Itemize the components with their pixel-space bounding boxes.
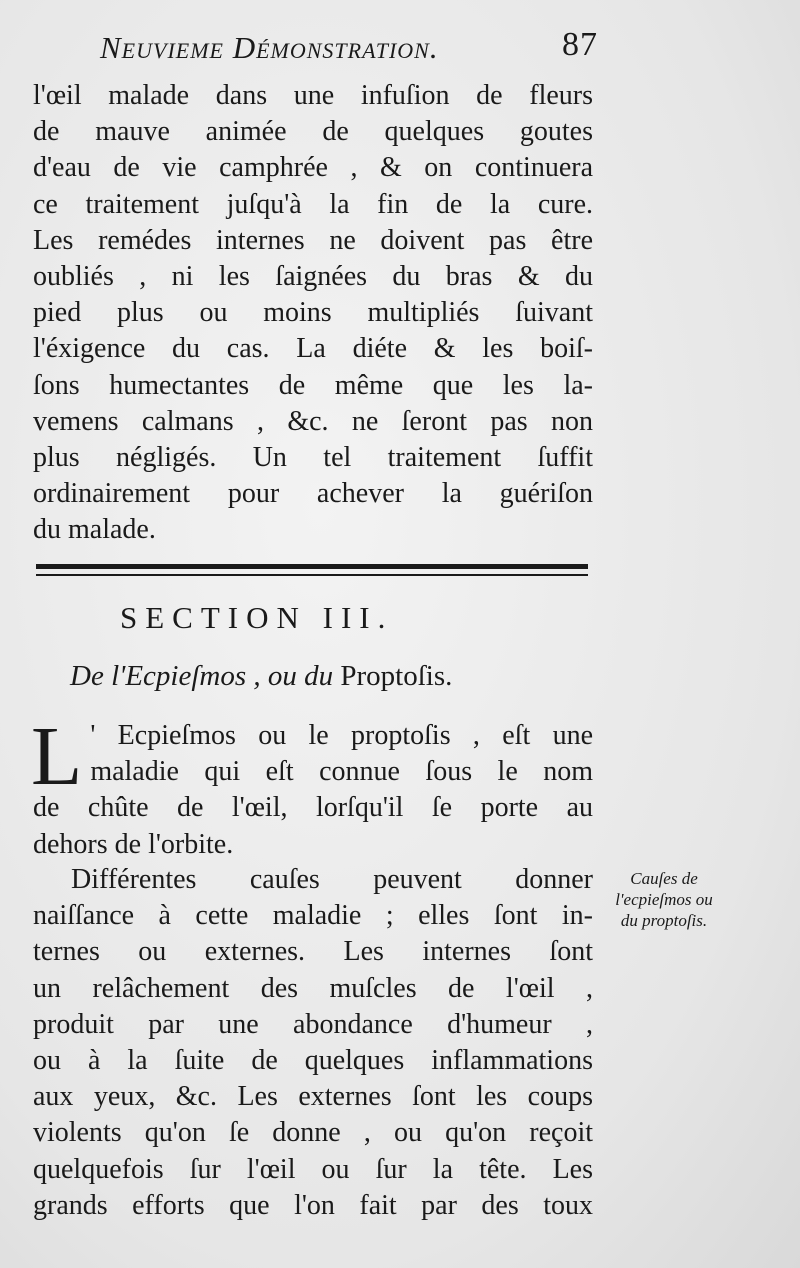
subtitle-part: Proptoſis. [340, 660, 453, 692]
running-header [100, 26, 600, 66]
text-line: ternes ou externes. Les internes ſont [33, 936, 593, 968]
running-title: Neuvieme Démonstration. [100, 30, 439, 65]
text-line: l'œil malade dans une infuſion de fleurs [33, 80, 593, 111]
paragraph-definition [31, 710, 593, 863]
page-number: 87 [562, 26, 598, 63]
text-line: naiſſance à cette maladie ; elles ſont in- [33, 900, 593, 932]
text-line: de chûte de l'œil, lorſqu'il ſe porte au [33, 792, 593, 824]
text-line: produit par une abondance d'humeur , [33, 1008, 593, 1040]
text-line: du malade. [33, 514, 156, 546]
text-line: quelquefois ſur l'œil ou ſur la tête. Les [33, 1153, 593, 1185]
text-line: ou à la ſuite de quelques inflammations [33, 1045, 593, 1077]
text-line: de mauve animée de quelques goutes [33, 116, 593, 148]
margin-note-line: l'ecpieſmos ou [615, 890, 713, 909]
text-line: grands efforts que l'on fait par des toux [33, 1189, 593, 1221]
text-line: plus négligés. Un tel traitement ſuffit [33, 442, 593, 474]
text-line: vemens calmans , &c. ne ſeront pas non [33, 405, 593, 437]
text-line: violents qu'on ſe donne , ou qu'on reçoit [33, 1117, 593, 1149]
text-line: aux yeux, &c. Les externes ſont les coups [33, 1081, 593, 1113]
text-line: ' Ecpieſmos ou le proptoſis , eſt une [90, 720, 593, 751]
text-line: oubliés , ni les ſaignées du bras & du [33, 261, 593, 293]
text-line: ſons humectantes de même que les la- [33, 369, 593, 401]
section-subtitle [70, 660, 590, 693]
margin-note-line: du proptoſis. [620, 911, 708, 930]
paragraph-causes [33, 862, 593, 1224]
text-line: Différentes cauſes peuvent donner [71, 864, 593, 895]
text-line: d'eau de vie camphrée , & on continuera [33, 152, 593, 184]
text-line: dehors de l'orbite. [33, 828, 234, 860]
text-line: l'éxigence du cas. La diéte & les boiſ- [33, 333, 593, 365]
section-divider-rule [36, 564, 588, 580]
text-line: Les remédes internes ne doivent pas être [33, 224, 593, 256]
margin-note [600, 868, 728, 931]
subtitle-part: De l'Ecpieſmos , [70, 660, 261, 692]
section-title: SECTION III. [120, 600, 394, 635]
text-line: ce traitement juſqu'à la fin de la cure. [33, 188, 593, 220]
text-line: un relâchement des muſcles de l'œil , [33, 972, 593, 1004]
paragraph-treatment [33, 78, 593, 549]
drop-cap: L [31, 710, 83, 803]
subtitle-part: ou du [267, 660, 334, 692]
text-line: maladie qui eſt connue ſous le nom [90, 756, 593, 788]
text-line: ordinairement pour achever la guériſon [33, 478, 593, 510]
margin-note-line: Cauſes de [630, 869, 698, 888]
text-line: pied plus ou moins multipliés ſuivant [33, 297, 593, 329]
